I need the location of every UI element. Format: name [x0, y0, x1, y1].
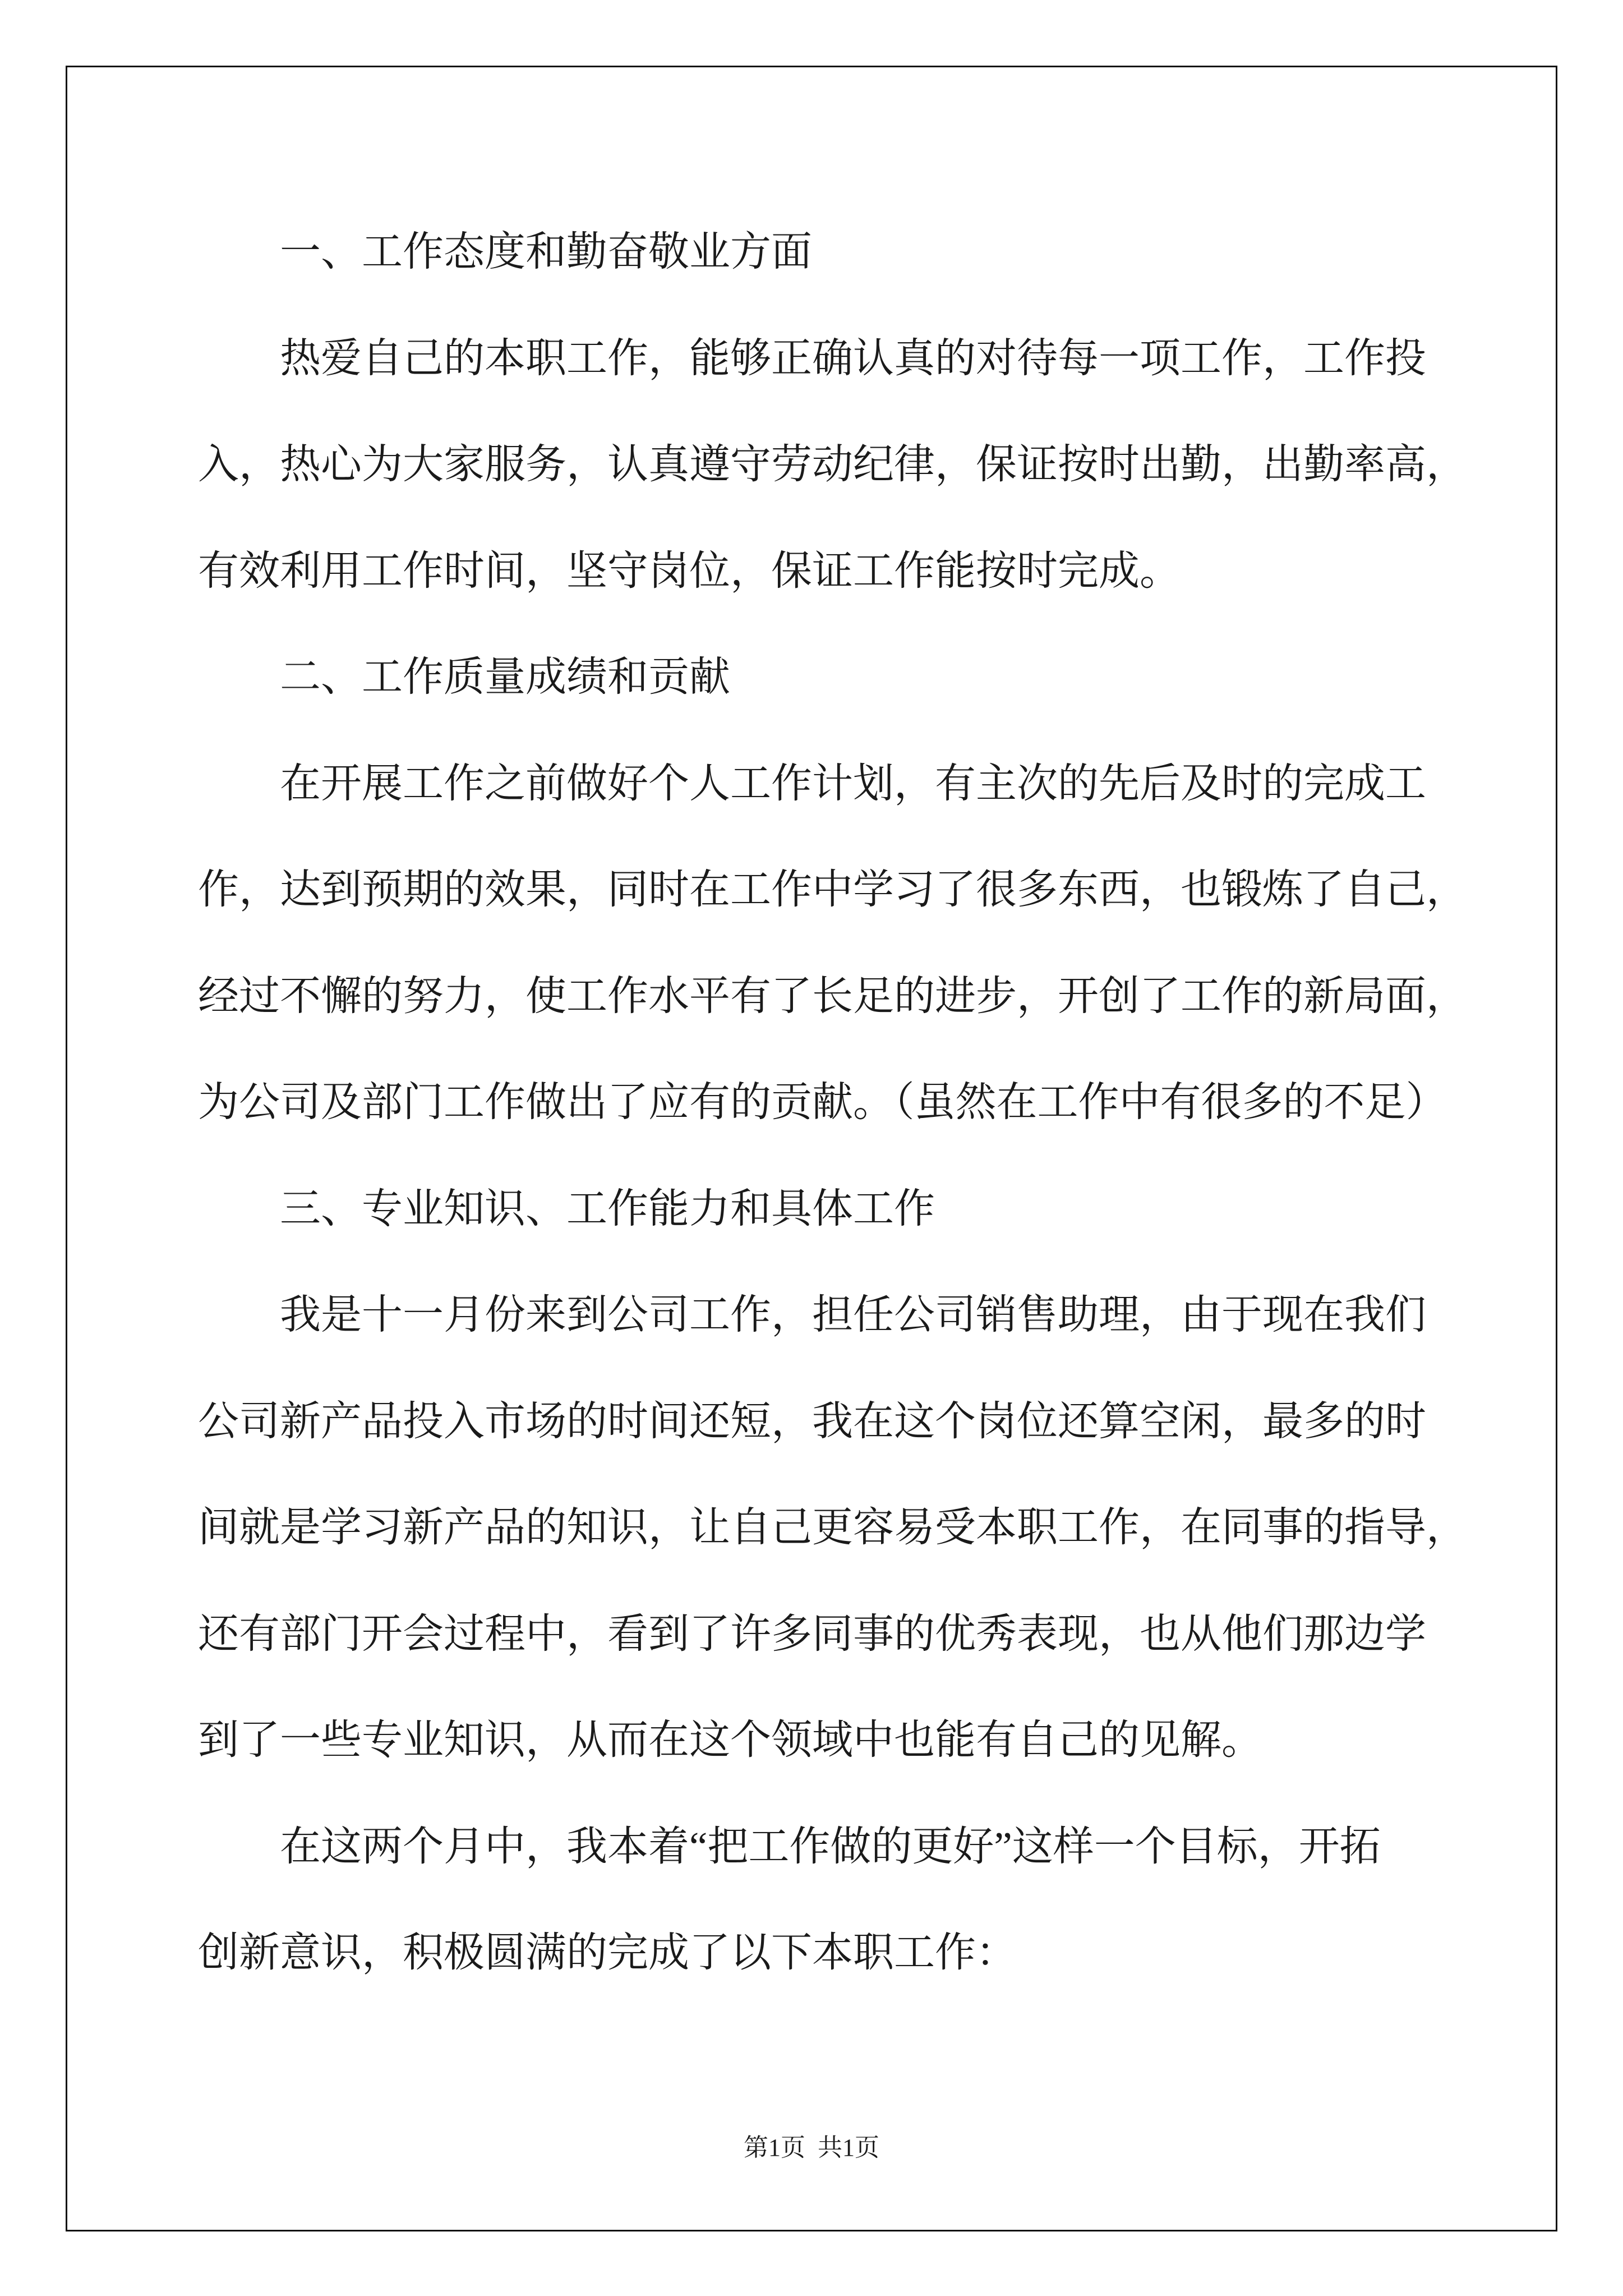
- paragraph-line: 有效利用工作时间，坚守岗位，保证工作能按时完成。: [198, 547, 1181, 593]
- paragraph-line: 还有部门开会过程中，看到了许多同事的优秀表现，也从他们那边学: [198, 1611, 1426, 1657]
- section-heading: 二、工作质量成绩和贡献: [280, 654, 730, 700]
- paragraph-line: 我是十一月份来到公司工作，担任公司销售助理，由于现在我们: [280, 1292, 1426, 1337]
- section: [198, 624, 1505, 1156]
- paragraph-line: 公司新产品投入市场的时间还短，我在这个岗位还算空闲，最多的时: [198, 1398, 1426, 1444]
- section-heading: 一、工作态度和勤奋敬业方面: [280, 229, 812, 274]
- paragraph-line: 经过不懈的努力，使工作水平有了长足的进步，开创了工作的新局面，: [198, 973, 1467, 1019]
- paragraph-line: 作，达到预期的效果，同时在工作中学习了很多东西，也锻炼了自己，: [198, 867, 1467, 912]
- paragraph-line: 在开展工作之前做好个人工作计划，有主次的先后及时的完成工: [280, 760, 1426, 806]
- paragraph-line: 间就是学习新产品的知识，让自己更容易受本职工作，在同事的指导，: [198, 1504, 1467, 1550]
- document-body: [198, 199, 1505, 2006]
- paragraph: [198, 1793, 1505, 2006]
- paragraph-line: 在这两个月中，我本着“把工作做的更好”这样一个目标，开拓: [280, 1823, 1381, 1869]
- paragraph-line: 热爱自己的本职工作，能够正确认真的对待每一项工作，工作投: [280, 335, 1426, 381]
- paragraph: [198, 305, 1505, 624]
- page-footer: 第1页 共1页: [744, 2134, 879, 2161]
- paragraph: [198, 730, 1505, 1156]
- paragraph: [198, 1262, 1505, 1793]
- paragraph-line: 为公司及部门工作做出了应有的贡献。（虽然在工作中有很多的不足）: [198, 1079, 1447, 1125]
- section: [198, 199, 1505, 624]
- paragraph-line: 创新意识，积极圆满的完成了以下本职工作：: [198, 1930, 1017, 1975]
- section-heading: 三、专业知识、工作能力和具体工作: [280, 1185, 935, 1231]
- section: [198, 1156, 1505, 2006]
- paragraph-line: 入，热心为大家服务，认真遵守劳动纪律，保证按时出勤，出勤率高，: [198, 441, 1467, 487]
- paragraph-line: 到了一些专业知识，从而在这个领域中也能有自己的见解。: [198, 1717, 1262, 1763]
